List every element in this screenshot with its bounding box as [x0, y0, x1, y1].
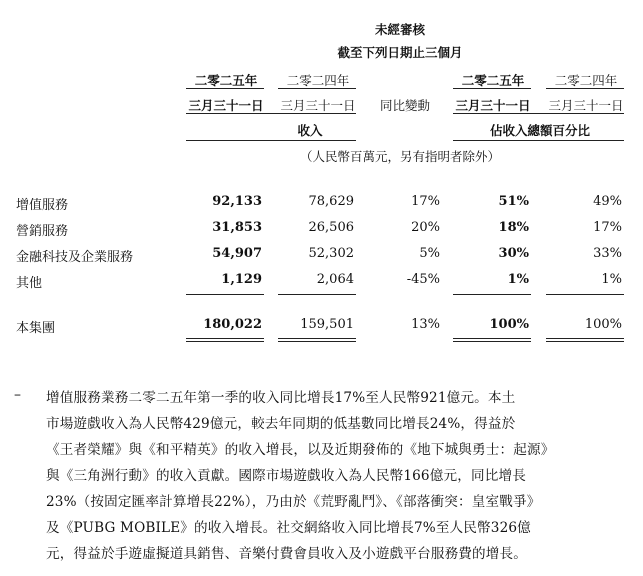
value-2024: 2,064 — [316, 272, 354, 287]
subtotal-rule — [278, 294, 356, 295]
yoy-header: 同比變動 — [379, 98, 430, 113]
total-double-rule — [278, 338, 356, 339]
row-label: 其他 — [16, 276, 43, 291]
total-double-rule — [278, 341, 356, 342]
header-rule — [186, 113, 356, 114]
bullet-dash: – — [14, 387, 21, 403]
header-rule — [453, 140, 624, 141]
pct-2025: 51% — [498, 194, 529, 209]
unaudited-label: 未經審核 — [374, 22, 425, 37]
total-double-rule — [186, 338, 264, 339]
pct-2024: 33% — [593, 246, 622, 261]
header-rule — [186, 140, 356, 141]
paragraph-line: 及《PUBG MOBILE》的收入增長。社交網絡收入同比增長7%至人民幣326億 — [46, 520, 531, 536]
header-rule — [453, 113, 624, 114]
value-2024: 26,506 — [308, 220, 354, 235]
total-double-rule — [453, 341, 531, 342]
header-rule — [546, 88, 624, 89]
col-2024-year: 二零二四年 — [286, 73, 350, 88]
value-2024: 52,302 — [308, 246, 354, 261]
period-label: 截至下列日期止三個月 — [337, 45, 463, 60]
pct-2024-year: 二零二四年 — [554, 73, 618, 88]
total-pct-2024: 100% — [584, 317, 622, 332]
col-2025-date: 三月三十一日 — [188, 98, 264, 113]
paragraph-line: 與《三角洲行動》的收入貢獻。國際市場遊戲收入為人民幣166億元，同比增長 — [46, 468, 526, 484]
pct-2025-year: 二零二五年 — [461, 73, 525, 88]
revenue-label: 收入 — [297, 123, 323, 138]
pct-2024: 1% — [601, 272, 622, 287]
total-2024: 159,501 — [300, 317, 354, 332]
yoy-value: -45% — [406, 272, 440, 287]
total-double-rule — [546, 341, 624, 342]
total-double-rule — [546, 338, 624, 339]
pct-2025: 30% — [498, 246, 529, 261]
value-2024: 78,629 — [308, 194, 354, 209]
yoy-value: 20% — [411, 220, 440, 235]
pct-2024-date: 三月三十一日 — [548, 98, 624, 113]
paragraph-line: 市場遊戲收入為人民幣429億元，較去年同期的低基數同比增長24%，得益於 — [46, 416, 516, 432]
pct-2025-date: 三月三十一日 — [455, 98, 531, 113]
header-rule — [186, 88, 264, 89]
header-rule — [278, 88, 356, 89]
value-2025: 1,129 — [221, 272, 262, 287]
total-label: 本集團 — [16, 321, 56, 336]
yoy-value: 17% — [411, 194, 440, 209]
total-pct-2025: 100% — [489, 317, 529, 332]
value-2025: 54,907 — [212, 246, 262, 261]
yoy-value: 5% — [419, 246, 440, 261]
pct-2024: 17% — [593, 220, 622, 235]
value-2025: 92,133 — [212, 194, 262, 209]
pct-2025: 1% — [507, 272, 529, 287]
col-2024-date: 三月三十一日 — [280, 98, 356, 113]
row-label: 增值服務 — [16, 198, 69, 213]
subtotal-rule — [453, 294, 531, 295]
paragraph-line: 23%（按固定匯率計算增長22%），乃由於《荒野亂鬥》、《部落衝突：皇室戰爭》 — [46, 494, 541, 510]
row-label: 營銷服務 — [16, 224, 69, 239]
pct-2025: 18% — [498, 220, 529, 235]
unit-note: （人民幣百萬元，另有指明者除外） — [299, 149, 500, 164]
total-double-rule — [453, 338, 531, 339]
total-2025: 180,022 — [203, 317, 262, 332]
subtotal-rule — [546, 294, 624, 295]
pct-of-revenue-label: 佔收入總額百分比 — [489, 123, 590, 138]
subtotal-rule — [186, 294, 264, 295]
total-double-rule — [186, 341, 264, 342]
paragraph-line: 元，得益於手遊虛擬道具銷售、音樂付費會員收入及小遊戲平台服務費的增長。 — [46, 546, 528, 562]
value-2025: 31,853 — [212, 220, 262, 235]
paragraph-line: 增值服務業務二零二五年第一季的收入同比增長17%至人民幣921億元。本土 — [46, 390, 516, 406]
pct-2024: 49% — [593, 194, 622, 209]
header-rule — [453, 88, 531, 89]
row-label: 金融科技及企業服務 — [16, 250, 134, 265]
col-2025-year: 二零二五年 — [194, 73, 258, 88]
paragraph-line: 《王者榮耀》與《和平精英》的收入增長，以及近期發佈的《地下城與勇士：起源》 — [46, 442, 555, 458]
total-yoy: 13% — [411, 317, 440, 332]
